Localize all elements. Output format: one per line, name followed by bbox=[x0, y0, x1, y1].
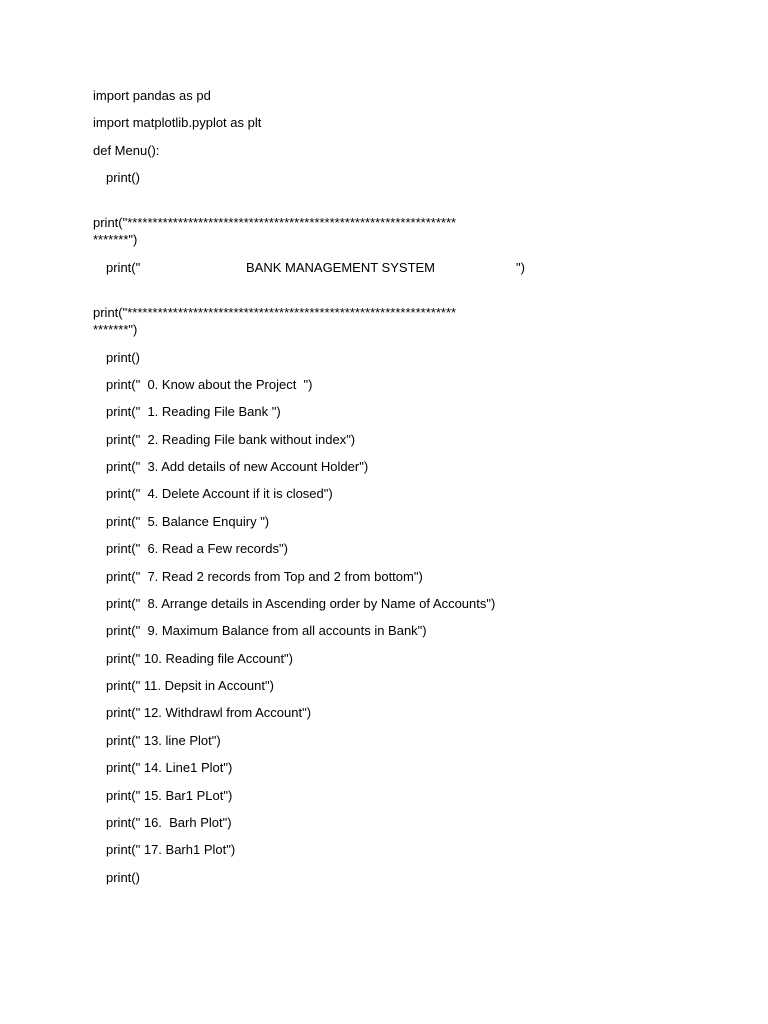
menu-item-line: print(" 7. Read 2 records from Top and 2 from bottom") bbox=[106, 569, 423, 584]
menu-item-line: print(" 13. line Plot") bbox=[106, 733, 221, 748]
menu-item-line: print(" 9. Maximum Balance from all accounts in Bank") bbox=[106, 623, 427, 638]
code-line-import-pandas: import pandas as pd bbox=[93, 88, 211, 103]
menu-item-line: print(" 17. Barh1 Plot") bbox=[106, 842, 236, 857]
code-line-stars-2-wrap: *******") bbox=[93, 322, 138, 337]
code-line-title-text: BANK MANAGEMENT SYSTEM bbox=[246, 260, 436, 275]
menu-item-line: print(" 3. Add details of new Account Holder") bbox=[106, 459, 369, 474]
menu-item-line: print(" 2. Reading File bank without index") bbox=[106, 432, 356, 447]
stars-line-1-part-a: print("***************************************************************** bbox=[93, 215, 457, 230]
code-line-stars-1-wrap: *******") bbox=[93, 232, 138, 247]
menu-item-line: print(" 11. Depsit in Account") bbox=[106, 678, 274, 693]
menu-item-line: print(" 8. Arrange details in Ascending order by Name of Accounts") bbox=[106, 596, 496, 611]
menu-item-line: print(" 6. Read a Few records") bbox=[106, 541, 288, 556]
code-line-stars-1 bbox=[93, 215, 456, 231]
stars-line-2-part-a: print("***************************************************************** bbox=[93, 305, 457, 320]
code-line-print-empty: print() bbox=[106, 350, 140, 365]
code-line-title-suffix: ") bbox=[516, 260, 525, 275]
menu-item-line: print(" 10. Reading file Account") bbox=[106, 651, 293, 666]
menu-item-line: print(" 5. Balance Enquiry ") bbox=[106, 514, 270, 529]
code-line-stars-2 bbox=[93, 305, 456, 321]
menu-item-line: print(" 4. Delete Account if it is closed") bbox=[106, 486, 333, 501]
menu-item-line: print(" 0. Know about the Project ") bbox=[106, 377, 313, 392]
title-print-prefix: print(" bbox=[106, 260, 141, 275]
code-line-import-matplotlib: import matplotlib.pyplot as plt bbox=[93, 115, 262, 130]
code-line-title-print bbox=[106, 260, 140, 276]
menu-item-line: print(" 1. Reading File Bank ") bbox=[106, 404, 281, 419]
menu-item-line: print(" 14. Line1 Plot") bbox=[106, 760, 233, 775]
menu-item-line: print(" 16. Barh Plot") bbox=[106, 815, 232, 830]
menu-item-line: print(" 12. Withdrawl from Account") bbox=[106, 705, 312, 720]
menu-item-line: print(" 15. Bar1 PLot") bbox=[106, 788, 233, 803]
code-line-def-menu: def Menu(): bbox=[93, 143, 160, 158]
code-line-print-empty: print() bbox=[106, 870, 140, 885]
code-line-print-empty: print() bbox=[106, 170, 140, 185]
